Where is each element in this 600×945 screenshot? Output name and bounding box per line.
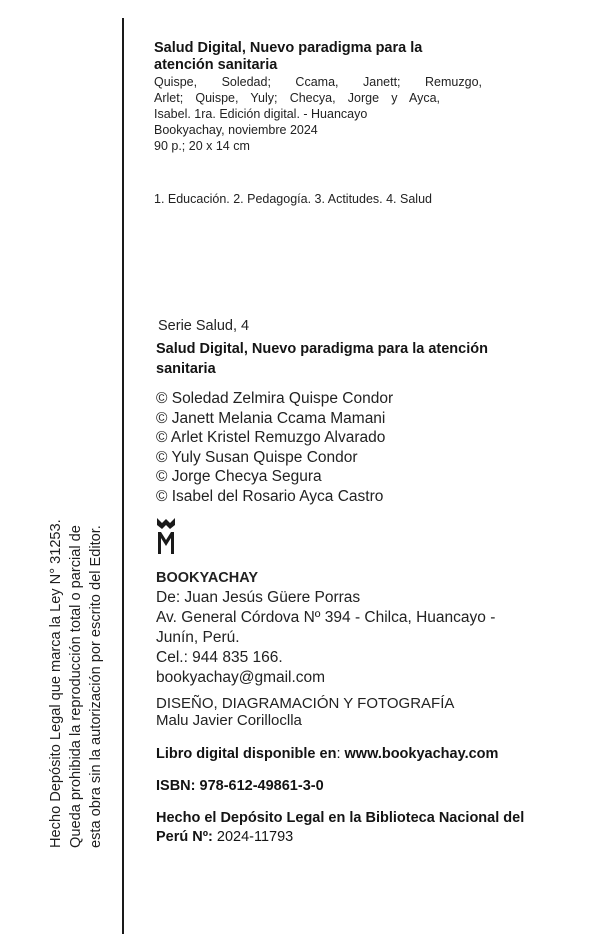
cataloging-title: Salud Digital, Nuevo paradigma para la atención sanitaria — [154, 40, 423, 73]
book-title: Salud Digital, Nuevo paradigma para la atención sanitaria — [156, 341, 488, 377]
author-item: © Isabel del Rosario Ayca Castro — [156, 487, 384, 505]
bookyachay-logo-icon — [155, 516, 177, 556]
author-item: © Arlet Kristel Remuzgo Alvarado — [156, 429, 386, 446]
author-item: © Yuly Susan Quispe Condor — [156, 448, 358, 466]
publisher-block — [156, 568, 526, 688]
digital-label: Libro digital disponible en — [156, 746, 337, 762]
cataloging-subjects: 1. Educación. 2. Pedagogía. 3. Actitudes. 4. Salud — [154, 192, 432, 206]
author-item: © Soledad Zelmira Quispe Condor — [156, 390, 394, 407]
design-credit-name: Malu Javier Corilloclla — [156, 712, 302, 729]
design-credit-label: DISEÑO, DIAGRAMACIÓN Y FOTOGRAFÍA — [156, 695, 455, 712]
series-label: Serie Salud, 4 — [158, 318, 250, 334]
cataloging-physical-description: 90 p.; 20 x 14 cm — [154, 139, 250, 153]
author-list — [156, 389, 393, 506]
cataloging-authors-line-1: Quispe, Soledad; Ccama, Janett; Remuzgo, — [154, 75, 482, 89]
publisher-phone: Cel.: 944 835 166. — [156, 649, 283, 666]
design-credit — [156, 695, 454, 729]
digital-url[interactable]: www.bookyachay.com — [344, 746, 499, 762]
side-note-line-2: Queda prohibida la reproducción total o parcial de — [68, 525, 84, 848]
side-note-line-3: esta obra sin la autorización por escrito del Editor. — [88, 525, 104, 848]
publisher-address-line-2: Junín, Perú. — [156, 629, 240, 646]
legal-deposit — [156, 809, 526, 847]
legal-deposit-label: Hecho el Depósito Legal en la Biblioteca Nacional del Perú Nº: — [156, 810, 525, 845]
cataloging-authors-line-2: Arlet; Quispe, Yuly; Checya, Jorge y Ayca, — [154, 91, 440, 105]
legal-side-note — [46, 478, 106, 848]
publisher-owner: De: Juan Jesús Güere Porras — [156, 589, 361, 606]
author-item: © Jorge Checya Segura — [156, 468, 322, 485]
legal-deposit-number: 2024-11793 — [216, 829, 294, 845]
cataloging-record — [154, 40, 482, 154]
cataloging-authors-line-3: Isabel. 1ra. Edición digital. - Huancayo — [154, 107, 368, 121]
isbn: ISBN: 978-612-49861-3-0 — [156, 778, 324, 794]
author-item: © Janett Melania Ccama Mamani — [156, 409, 386, 427]
publisher-email: bookyachay@gmail.com — [156, 669, 326, 686]
publisher-name: BOOKYACHAY — [156, 570, 259, 586]
publisher-address-line-1: Av. General Córdova Nº 394 - Chilca, Huancayo - — [156, 609, 496, 626]
cataloging-publisher-date: Bookyachay, noviembre 2024 — [154, 123, 318, 137]
vertical-divider-line — [122, 18, 124, 934]
digital-availability: Libro digital disponible en: www.bookyachay.com — [156, 746, 499, 762]
side-note-line-1: Hecho Depósito Legal que marca la Ley N° 31253. — [48, 519, 64, 848]
